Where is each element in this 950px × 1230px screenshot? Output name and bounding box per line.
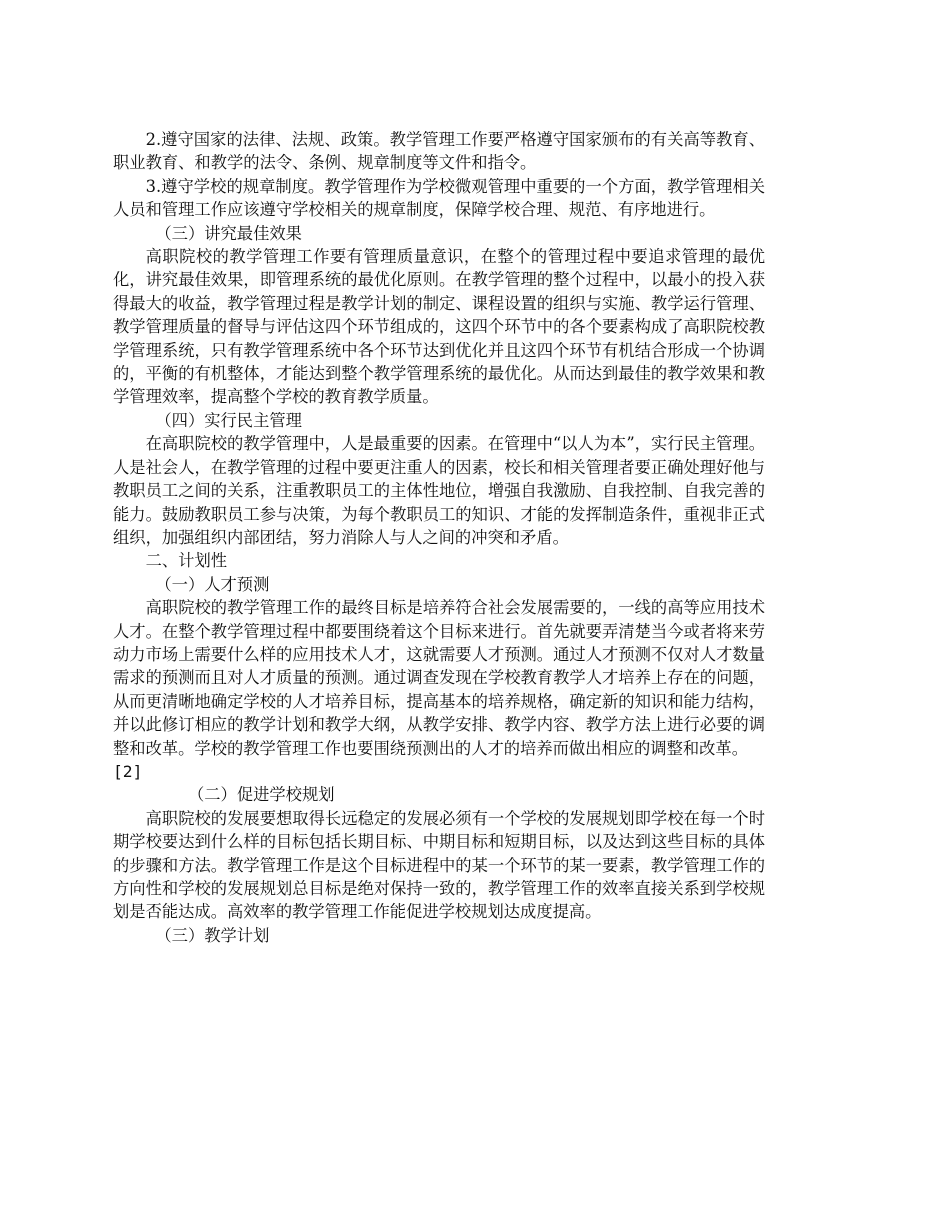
document-body [113, 128, 765, 947]
section-title-planning: 二、计划性 [145, 551, 228, 571]
heading-democratic-management: （四）实行民主管理 [155, 410, 302, 430]
paragraph-talent-forecast: 高职院校的教学管理工作的最终目标是培养符合社会发展需要的，一线的高等应用技术人才。在整个教学管理过程中都要围绕着这个目标来进行。首先就要弄清楚当今或者将来劳动力市场上需要什么样的应用技术人才，这就需要人才预测。通过人才预测不仅对人才数量需求的预测而且对人才质量的预测。通过调查发现在学校教育教学人才培养上存在的问题，从而更清晰地确定学校的人才培养目标，提高基本的培养规格，确定新的知识和能力结构，并以此修订相应的教学计划和教学大纲，从教学安排、教学内容、教学方法上进行必要的调整和改革。学校的教学管理工作也要围绕预测出的人才的培养而做出相应的调整和改革。 [113, 598, 765, 758]
paragraph-school-rules: 3.遵守学校的规章制度。教学管理作为学校微观管理中重要的一个方面，教学管理相关人员和管理工作应该遵守学校相关的规章制度，保障学校合理、规范、有序地进行。 [113, 176, 765, 220]
paragraph-law-compliance: 2.遵守国家的法律、法规、政策。教学管理工作要严格遵守国家颁布的有关高等教育、职业教育、和教学的法令、条例、规章制度等文件和指令。 [113, 130, 765, 173]
heading-talent-forecast: （一）人才预测 [155, 574, 270, 594]
paragraph-best-effect: 高职院校的教学管理工作要有管理质量意识，在整个的管理过程中要追求管理的最优化，讲究最佳效果，即管理系统的最优化原则。在教学管理的整个过程中，以最小的投入获得最大的收益，教学管理过程是教学计划的制定、课程设置的组织与实施、教学运行管理、教学管理质量的督导与评估这四个环节组成的，这四个环节中的各个要素构成了高职院校教学管理系统，只有教学管理系统中各个环节达到优化并且这四个环节有机结合形成一个协调的，平衡的有机整体，才能达到整个教学管理系统的最优化。从而达到最佳的教学效果和教学管理效率，提高整个学校的教育教学质量。 [113, 247, 765, 407]
heading-teaching-plan: （三）教学计划 [155, 925, 270, 945]
paragraph-school-planning: 高职院校的发展要想取得长远稳定的发展必须有一个学校的发展规划即学校在每一个时期学校要达到什么样的目标包括长期目标、中期目标和短期目标，以及达到这些目标的具体的步骤和方法。教学管理工作是这个目标进程中的某一个环节的某一要素，教学管理工作的方向性和学校的发展规划总目标是绝对保持一致的，教学管理工作的效率直接关系到学校规划是否能达成。高效率的教学管理工作能促进学校规划达成度提高。 [113, 808, 765, 922]
paragraph-democratic-management: 在高职院校的教学管理中，人是最重要的因素。在管理中“以人为本”，实行民主管理。人是社会人，在教学管理的过程中要更注重人的因素，校长和相关管理者要正确处理好他与教职员工之间的关系，注重教职员工的主体性地位，增强自我激励、自我控制、自我完善的能力。鼓励教职员工参与决策，为每个教职员工的知识、才能的发挥制造条件，重视非正式组织，加强组织内部团结，努力消除人与人之间的冲突和矛盾。 [113, 434, 765, 547]
heading-school-planning: （二）促进学校规划 [187, 785, 335, 805]
heading-best-effect: （三）讲究最佳效果 [155, 223, 302, 243]
citation-reference: [2] [113, 761, 143, 781]
